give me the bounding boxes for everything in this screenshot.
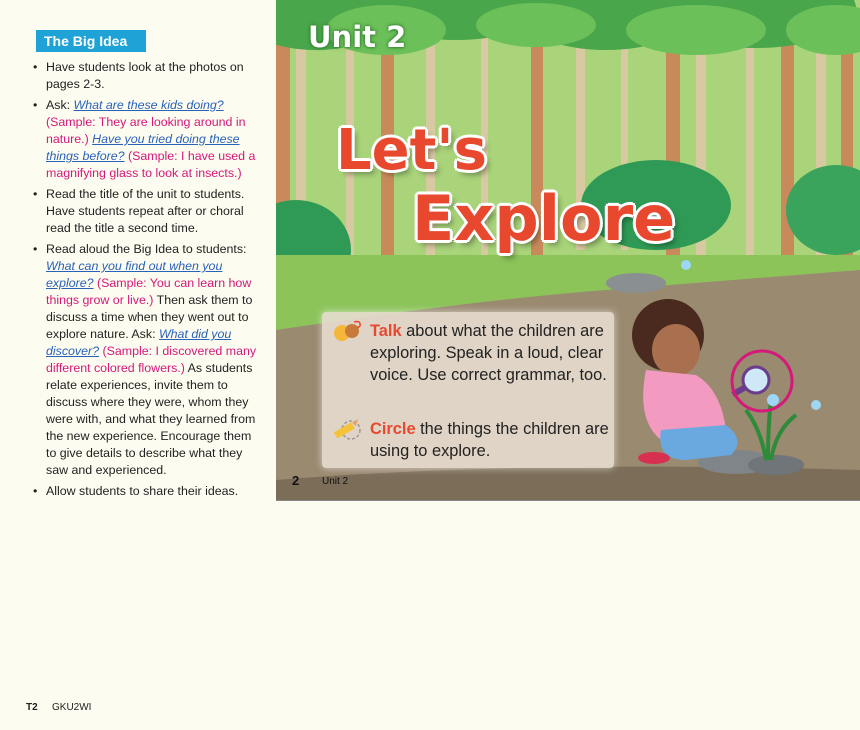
talk-keyword: Talk <box>370 322 402 340</box>
unit-title-line-1: Let's <box>336 118 487 183</box>
question-text: Have you tried doing these things before? <box>46 132 240 163</box>
question-text: What can you find out when you explore? <box>46 259 223 290</box>
talk-instruction <box>370 320 610 386</box>
note-item <box>30 186 262 237</box>
book-page-unit: Unit 2 <box>322 476 349 487</box>
book-page-number: 2 <box>292 473 300 488</box>
note-item <box>30 483 262 500</box>
circle-keyword: Circle <box>370 420 416 438</box>
big-idea-header: The Big Idea <box>36 30 146 52</box>
question-text: What are these kids doing? <box>73 98 224 112</box>
circle-instruction <box>370 418 610 462</box>
note-text: Have students look at the photos on pages 2-3. <box>46 60 244 91</box>
note-text: Read aloud the Big Idea to students: <box>46 242 247 256</box>
note-text: Read the title of the unit to students. Have students repeat after or choral read the title a second time. <box>46 187 245 235</box>
circle-text: the things the children are using to explore. <box>370 420 609 460</box>
teacher-notes-list <box>30 59 262 504</box>
pencil-circle-icon <box>332 417 362 443</box>
question-text: What did you discover? <box>46 327 232 358</box>
note-item <box>30 241 262 479</box>
unit-label: Unit 2 <box>308 20 407 54</box>
note-text: Ask: <box>46 98 74 112</box>
sample-answer: (Sample: I have used a magnifying glass to look at insects.) <box>46 149 256 180</box>
note-text: As students relate experiences, invite them to discuss where they were, whom they were with, and what they learned from the new experience. Encourage them to give details to describe what they saw and experienced. <box>46 361 256 477</box>
note-text: Allow students to share their ideas. <box>46 484 239 498</box>
student-book-page <box>276 0 860 501</box>
note-item <box>30 59 262 93</box>
sample-answer: (Sample: I discovered many different colored flowers.) <box>46 344 257 375</box>
note-item <box>30 97 262 182</box>
note-text: Then ask them to discuss a time when they went out to explore nature. Ask: <box>46 293 253 341</box>
unit-title-line-2: Explore <box>412 182 676 255</box>
talking-kids-icon <box>332 320 362 344</box>
page-code: GKU2WI <box>52 702 92 713</box>
teacher-page-number: T2 <box>26 702 38 713</box>
talk-text: about what the children are exploring. Speak in a loud, clear voice. Use correct grammar, too. <box>370 322 607 384</box>
sample-answer: (Sample: They are looking around in nature.) <box>46 115 246 146</box>
sample-answer: (Sample: You can learn how things grow or live.) <box>46 276 252 307</box>
